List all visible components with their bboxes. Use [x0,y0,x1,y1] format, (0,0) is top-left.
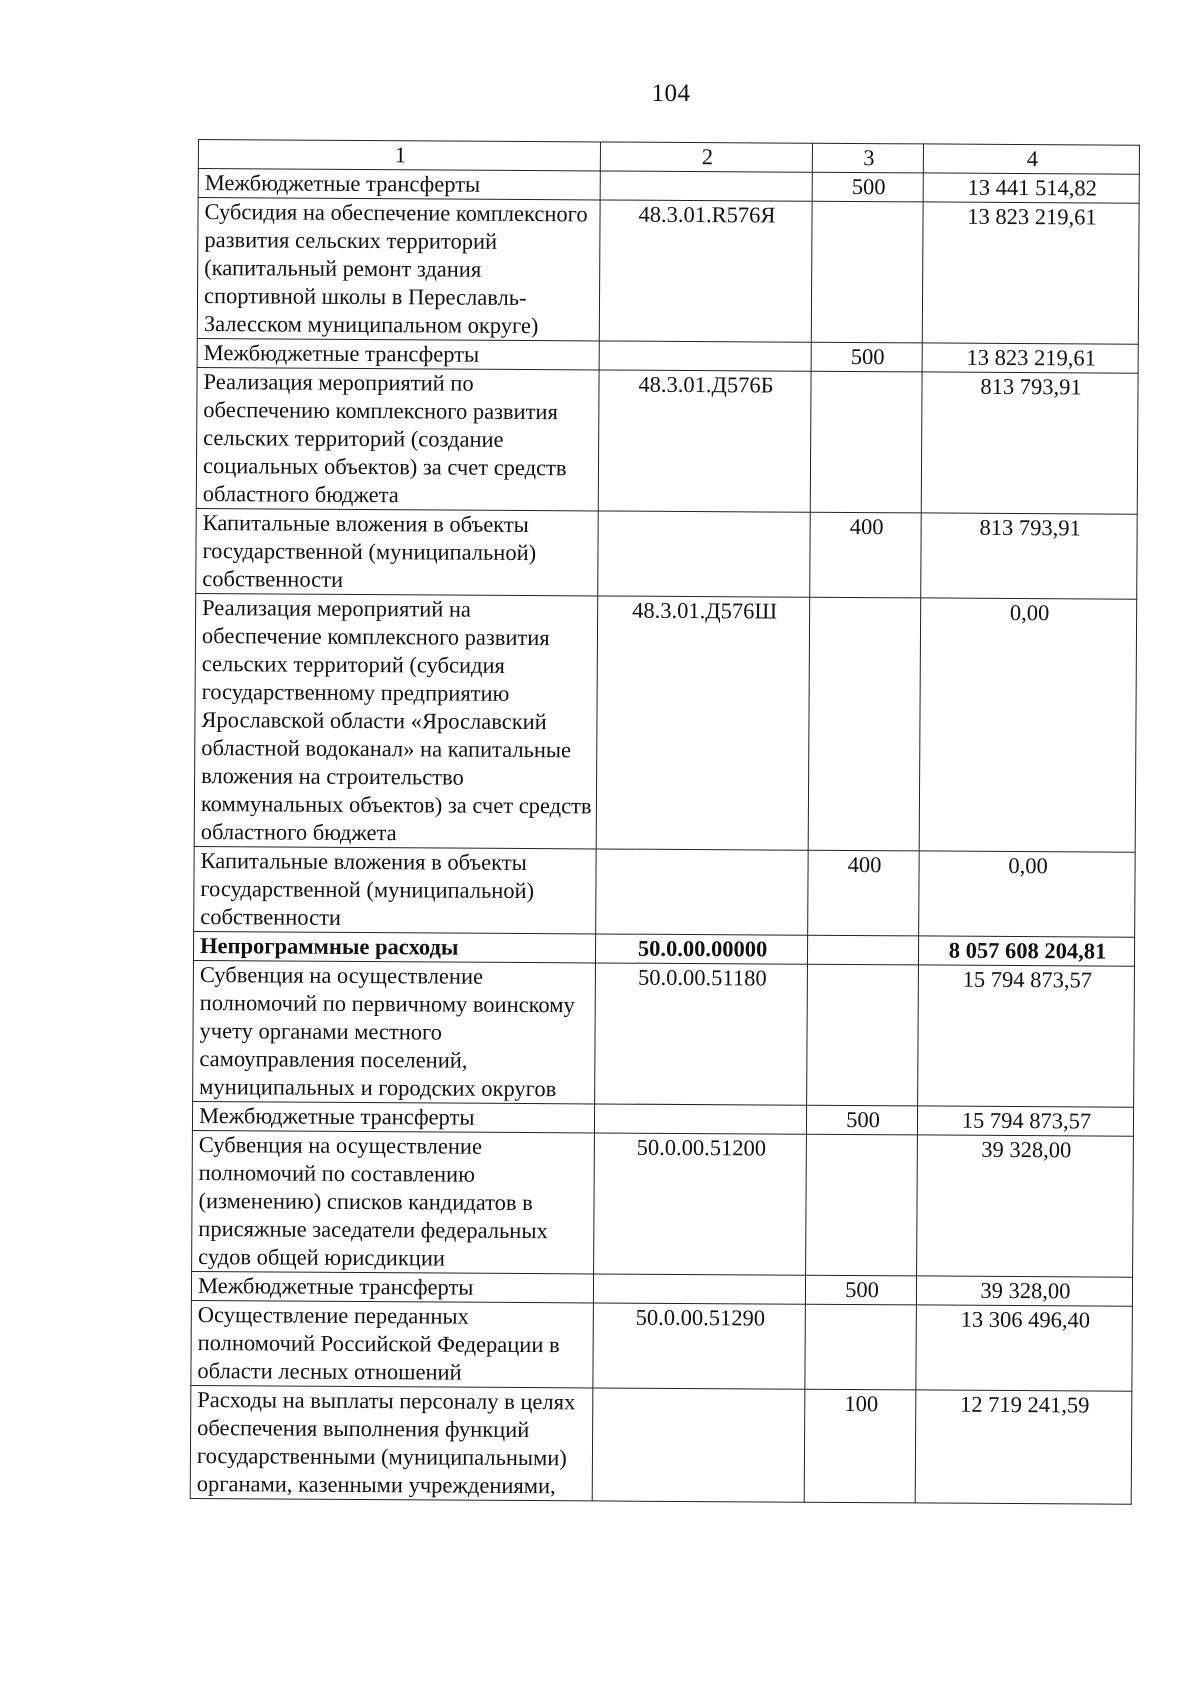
table-row [196,508,1138,599]
column-number-3: 3 [812,143,923,173]
expense-type-cell: 500 [811,342,922,372]
expense-name-cell: Капитальные вложения в объекты государственной (муниципальной) собственности [194,846,597,933]
amount-cell: 8 057 608 204,81 [918,936,1134,966]
amount-cell: 15 794 873,57 [918,965,1135,1107]
target-code-cell [600,171,812,201]
amount-cell: 13 823 219,61 [922,202,1139,344]
amount-cell: 15 794 873,57 [917,1106,1133,1136]
expense-name-cell: Межбюджетные трансферты [197,338,599,369]
amount-cell: 13 823 219,61 [922,343,1138,373]
amount-cell: 12 719 241,59 [915,1390,1132,1504]
expense-name-cell: Субсидия на обеспечение комплексного развития сельских территорий (капитальный ремонт здания спортивной школы в Переславль-Залесском муниципальном округе) [197,198,600,341]
page-number: 104 [651,80,691,107]
amount-cell: 13 441 514,82 [923,173,1139,203]
expense-name-cell: Межбюджетные трансферты [198,169,600,200]
expense-type-cell: 500 [812,172,923,202]
table-row [193,960,1135,1107]
target-code-cell: 50.0.00.51290 [593,1303,806,1389]
table-row [190,1385,1132,1504]
expense-type-cell: 100 [804,1389,916,1503]
expense-type-cell [805,1304,917,1390]
amount-cell: 0,00 [919,851,1136,937]
amount-cell: 39 328,00 [917,1135,1134,1277]
target-code-cell [596,849,809,935]
expense-name-cell: Субвенция на осуществление полномочий по первичному воинскому учету органами местного самоуправления поселений, муниципальных и городских округов [193,960,596,1103]
expense-name-cell: Межбюджетные трансферты [191,1271,593,1302]
target-code-cell: 50.0.00.51180 [595,963,808,1105]
expense-type-cell [808,597,921,851]
expense-name-cell: Расходы на выплаты персоналу в целях обеспечения выполнения функций государственными (муниципальными) органами, казенными учреждениями, [190,1385,593,1500]
table-row [191,1300,1133,1391]
amount-cell: 13 306 496,40 [916,1305,1133,1391]
table-row [194,593,1137,852]
expense-type-cell [807,964,919,1106]
amount-cell: 39 328,00 [916,1276,1132,1306]
expense-name-cell: Осуществление переданных полномочий Российской Федерации в области лесных отношений [191,1300,594,1387]
expense-type-cell [807,935,918,965]
expense-type-cell: 400 [808,850,920,936]
expense-name-cell: Межбюджетные трансферты [192,1101,594,1132]
table-row [196,367,1138,514]
expense-name-cell: Капитальные вложения в объекты государственной (муниципальной) собственности [196,508,599,595]
expense-type-cell [811,201,923,343]
target-code-cell [593,1274,805,1304]
amount-cell: 0,00 [919,598,1137,852]
expense-type-cell: 400 [810,512,922,598]
amount-cell: 813 793,91 [921,372,1138,514]
document-sheet [190,139,1139,1505]
target-code-cell: 48.3.01.Д576Ш [596,596,810,850]
table-row [194,846,1136,937]
budget-table [190,139,1140,1505]
table-row [197,198,1139,345]
budget-table-body [190,140,1139,1505]
target-code-cell: 48.3.01.Д576Б [598,370,811,512]
target-code-cell [598,511,811,597]
table-row [192,1130,1134,1277]
expense-name-cell: Реализация мероприятий по обеспечению комплексного развития сельских территорий (создание социальных объектов) за счет средств областного бюджета [196,367,599,510]
expense-type-cell: 500 [806,1105,917,1135]
expense-type-cell: 500 [805,1275,916,1305]
expense-type-cell [810,371,922,513]
column-number-1: 1 [198,140,600,171]
column-number-2: 2 [600,142,812,172]
target-code-cell [599,341,811,371]
amount-cell: 813 793,91 [921,513,1138,599]
expense-name-cell: Реализация мероприятий на обеспечение комплексного развития сельских территорий (субсидия государственному предприятию Ярославской области «Ярославский областной водоканал» на капитальные вложения на строительство коммунальных объектов) за счет средств областного бюджета [194,593,598,848]
expense-name-cell: Субвенция на осуществление полномочий по составлению (изменению) списков кандидатов в присяжные заседатели федеральных судов общей юрисдикции [192,1130,595,1273]
target-code-cell: 48.3.01.R576Я [599,200,812,342]
expense-name-cell: Непрограммные расходы [193,931,595,962]
target-code-cell: 50.0.00.51200 [594,1133,807,1275]
column-number-4: 4 [923,144,1139,174]
target-code-cell [594,1104,806,1134]
expense-type-cell [806,1134,918,1276]
target-code-cell: 50.0.00.00000 [595,934,807,964]
target-code-cell [592,1388,805,1502]
